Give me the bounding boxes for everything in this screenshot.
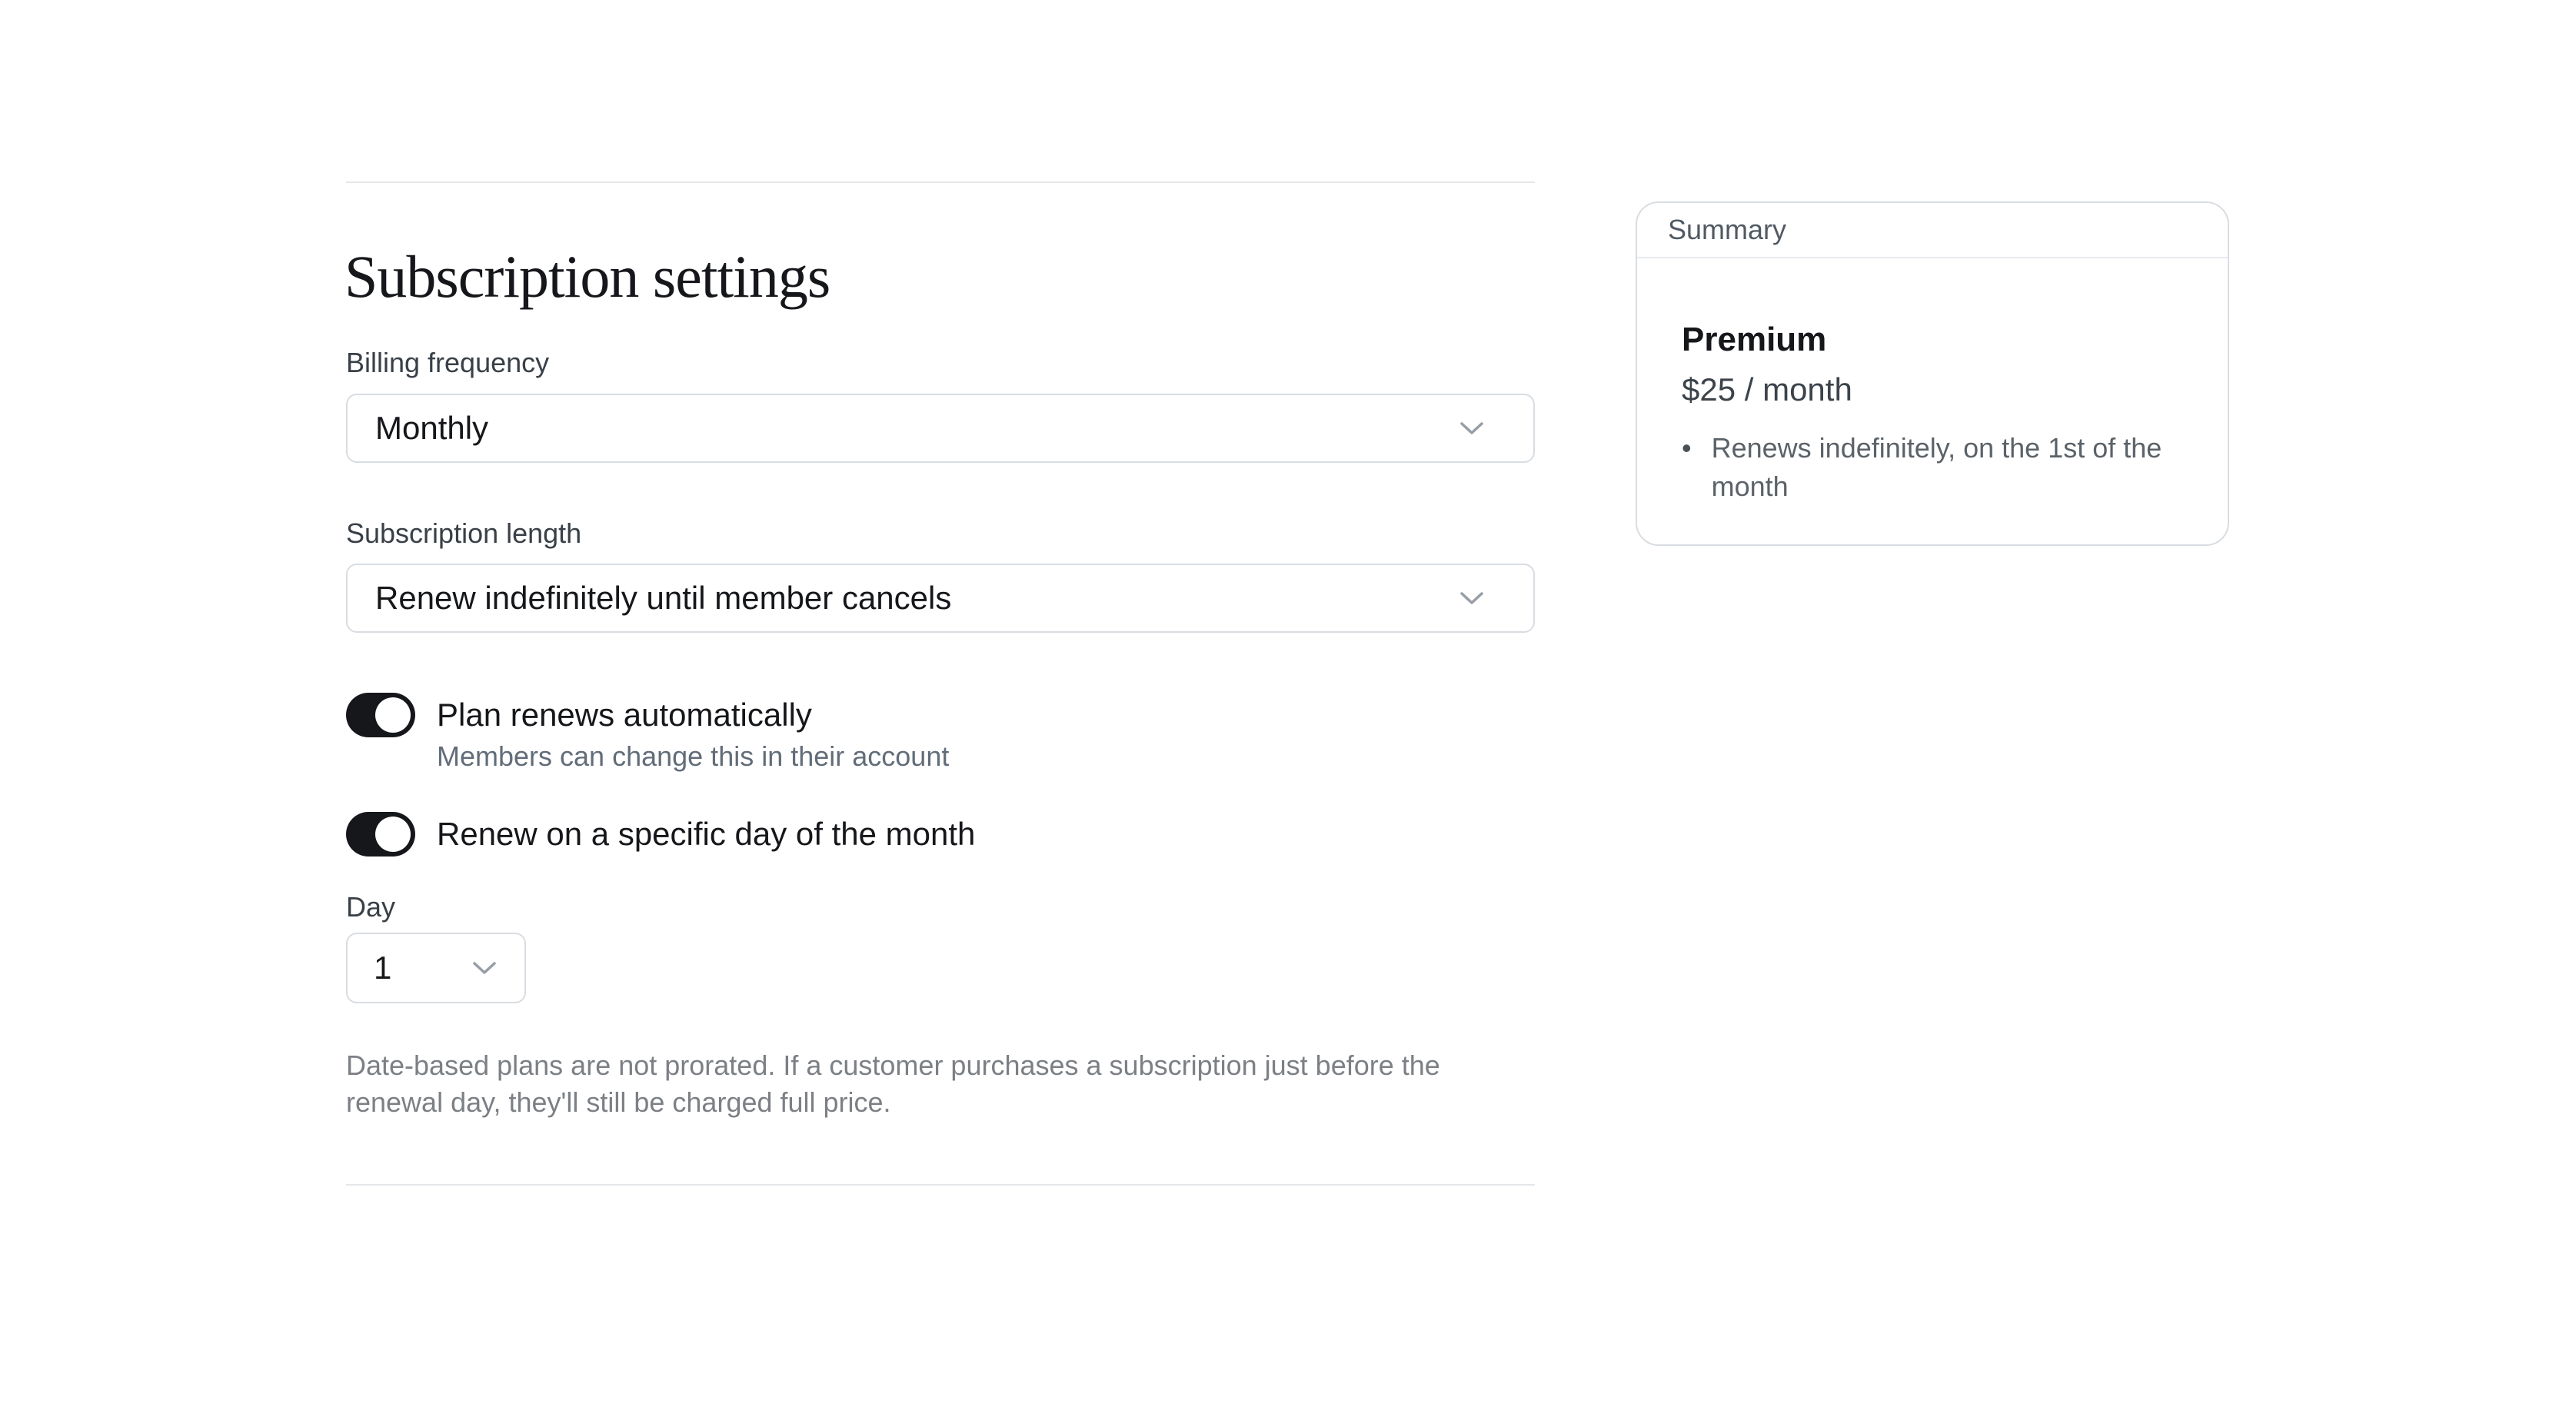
toggle-knob (375, 697, 411, 733)
chevron-down-icon (1459, 421, 1484, 436)
summary-bullet-list (1682, 429, 2185, 506)
subscription-length-select[interactable] (346, 564, 1535, 633)
tier-price: $25 / month (1682, 371, 1852, 407)
day-select[interactable] (346, 933, 526, 1003)
auto-renew-description: Members can change this in their account (437, 740, 950, 772)
auto-renew-toggle[interactable] (346, 693, 415, 737)
list-item (1682, 429, 2185, 506)
toggle-knob (375, 817, 411, 852)
chevron-down-icon (1459, 590, 1484, 606)
summary-card (1636, 201, 2229, 546)
billing-frequency-label: Billing frequency (346, 347, 550, 378)
billing-frequency-select[interactable] (346, 394, 1535, 463)
subscription-length-value: Renew indefinitely until member cancels (375, 580, 952, 616)
summary-title: Summary (1668, 214, 1787, 245)
tier-name: Premium (1682, 321, 1827, 358)
chevron-down-icon (472, 960, 497, 976)
specific-day-label[interactable]: Renew on a specific day of the month (437, 816, 976, 852)
billing-frequency-value: Monthly (375, 410, 489, 446)
bullet-marker: • (1682, 432, 1692, 464)
renewal-summary-text: Renews indefinitely, on the 1st of the month (1711, 432, 2162, 502)
day-value: 1 (374, 950, 392, 986)
summary-card-body (1637, 258, 2228, 506)
page-title: Subscription settings (344, 243, 830, 310)
specific-day-toggle[interactable] (346, 812, 415, 857)
day-label: Day (346, 891, 396, 923)
auto-renew-label[interactable]: Plan renews automatically (437, 697, 812, 733)
bottom-divider (346, 1184, 1535, 1186)
summary-card-header (1637, 203, 2228, 258)
top-divider (346, 181, 1535, 183)
proration-note: Date-based plans are not prorated. If a customer purchases a subscription just before the renewal day, they'll still be charged full price. (346, 1049, 1440, 1118)
subscription-length-label: Subscription length (346, 517, 582, 549)
